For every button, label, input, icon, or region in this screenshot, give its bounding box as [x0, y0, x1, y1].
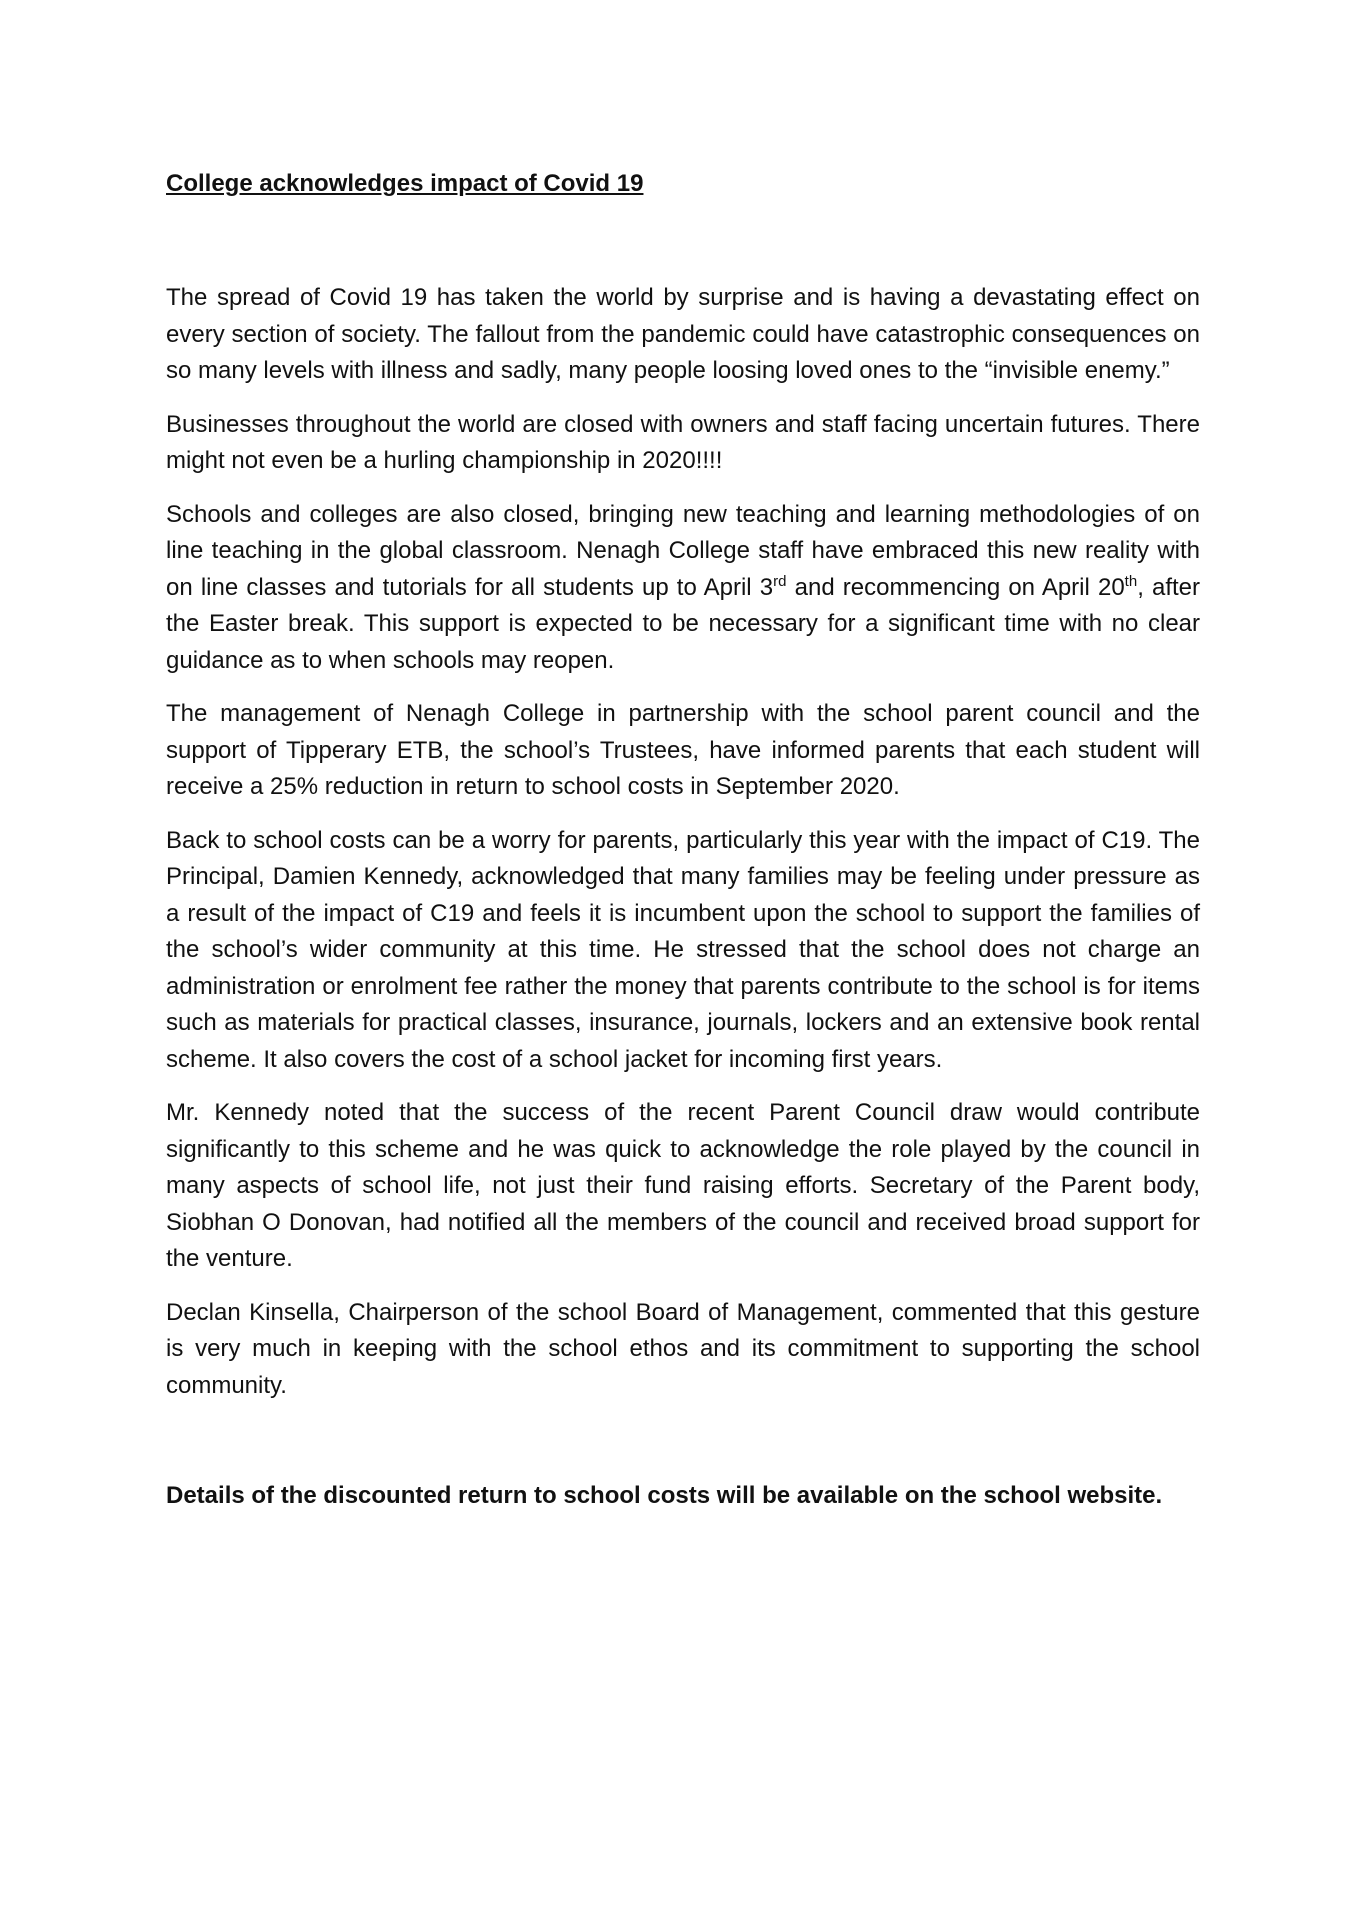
paragraph-chairperson: Declan Kinsella, Chairperson of the school Board of Management, commented that this gesture is very much in keeping with the school ethos and its commitment to supporting the school community. [166, 1298, 1200, 1399]
closing-note: Details of the discounted return to school costs will be available on the school website. [166, 1482, 1163, 1509]
paragraph-cost-reduction: The management of Nenagh College in partnership with the school parent council and the support of Tipperary ETB, the school’s Trustees, have informed parents that each student will receive a 25% reduction in return to school costs in September 2020. [166, 700, 1200, 800]
paragraph-businesses: Businesses throughout the world are closed with owners and staff facing uncertain futures. There might not even be a hurling championship in 2020!!!! [166, 410, 1200, 474]
superscript-th: th [1124, 572, 1138, 590]
paragraph-schools-closed [166, 497, 1200, 680]
paragraph-schools-text-3: , after the Easter break. This support is expected to be necessary for a significant time with no clear guidance as to when schools may reopen. [166, 573, 1201, 674]
paragraph-list [166, 280, 1200, 1404]
paragraph-principal-statement: Back to school costs can be a worry for parents, particularly this year with the impact of C19. The Principal, Damien Kennedy, acknowledged that many families may be feeling under pressure as a result of the impact of C19 and feels it is incumbent upon the school to support the families of the school’s wider community at this time. He stressed that the school does not charge an administration or enrolment fee rather the money that parents contribute to the school is for items such as materials for practical classes, insurance, journals, lockers and an extensive book rental scheme. It also covers the cost of a school jacket for incoming first years. [166, 826, 1200, 1073]
document-body [166, 166, 1200, 1538]
paragraph-schools-text-2: and recommencing on April 20 [786, 573, 1125, 601]
paragraph-covid-spread: The spread of Covid 19 has taken the world by surprise and is having a devastating effect on every section of society. The fallout from the pandemic could have catastrophic consequences on so many levels with illness and sadly, many people loosing loved ones to the “invisible enemy.” [166, 284, 1200, 384]
document-title: College acknowledges impact of Covid 19 [166, 170, 644, 197]
paragraph-parent-council: Mr. Kennedy noted that the success of the recent Parent Council draw would contribute significantly to this scheme and he was quick to acknowledge the role played by the council in many aspects of school life, not just their fund raising efforts. Secretary of the Parent body, Siobhan O Donovan, had notified all the members of the council and received broad support for the venture. [166, 1099, 1200, 1272]
superscript-rd: rd [773, 572, 787, 590]
paragraph-schools-text-1: Schools and colleges are also closed, bringing new teaching and learning methodologies of on line teaching in the global classroom. Nenagh College staff have embraced this new reality with on line classes and tutorials for all students up to April 3 [166, 500, 1200, 601]
